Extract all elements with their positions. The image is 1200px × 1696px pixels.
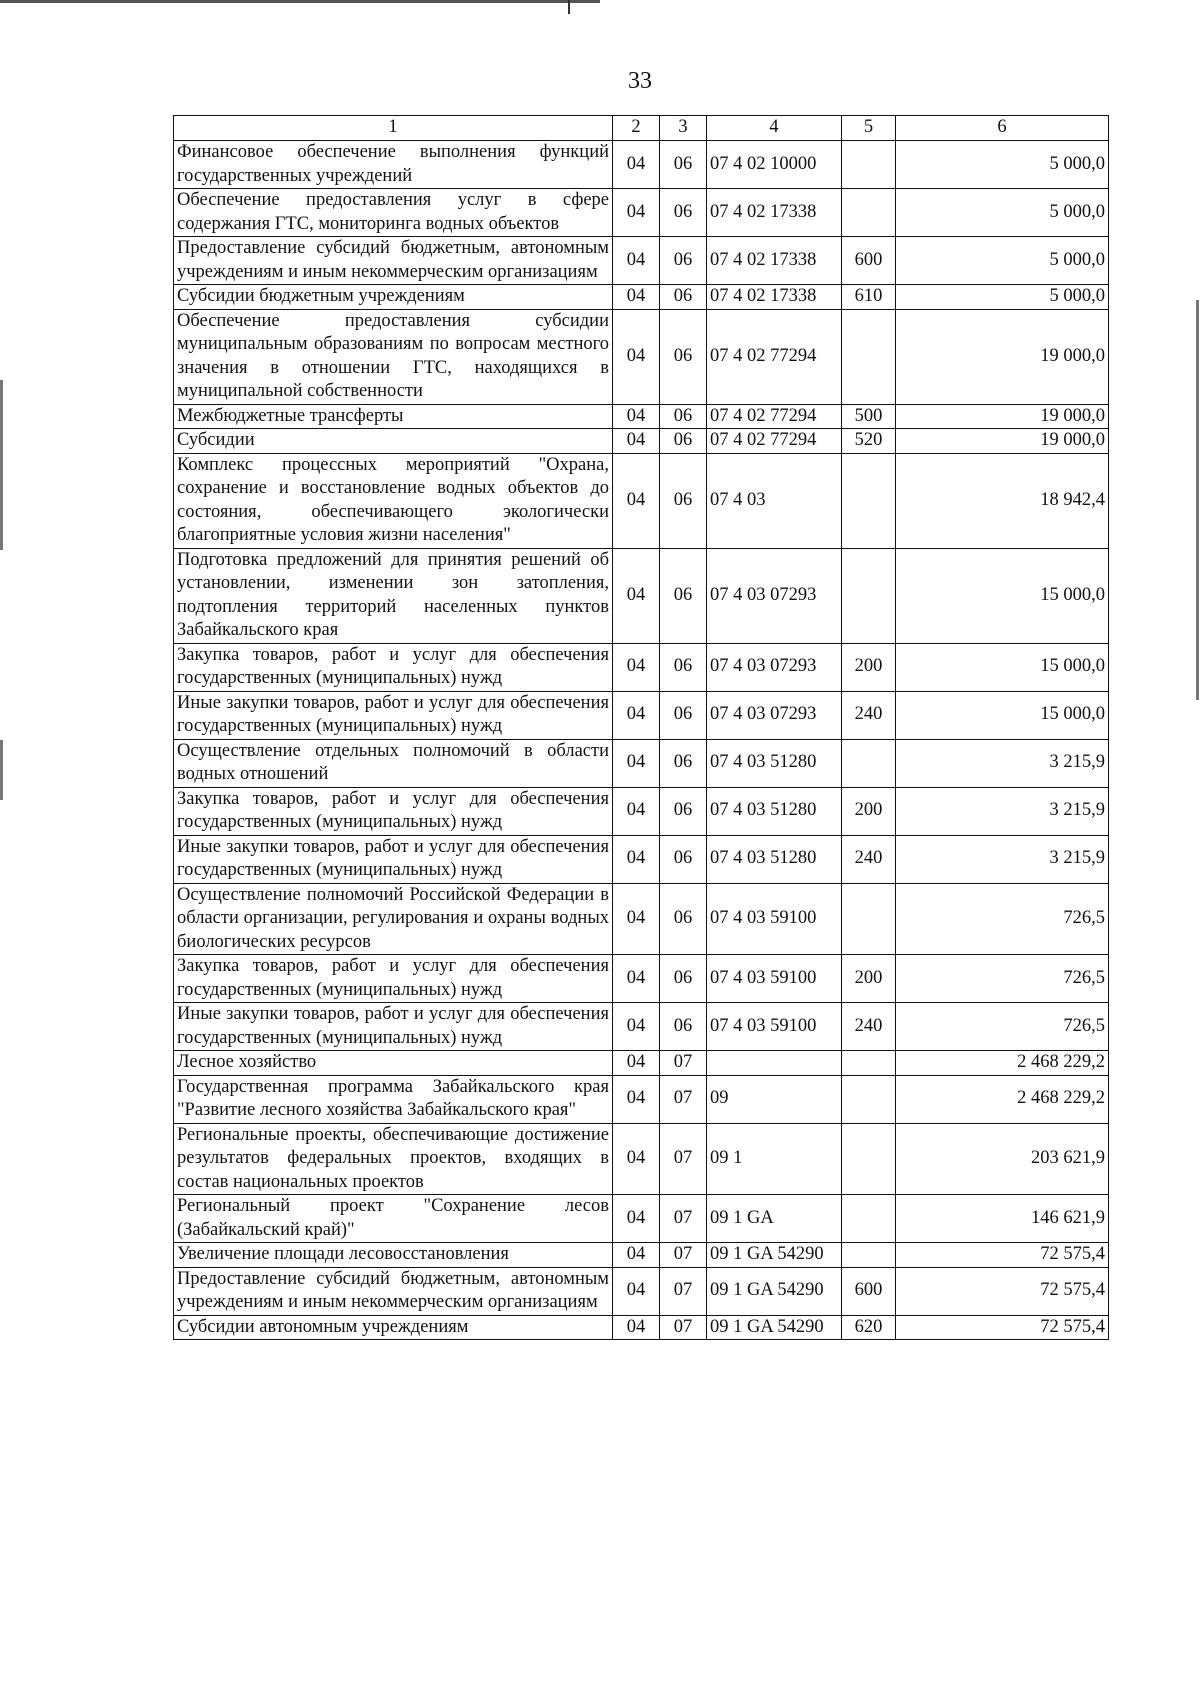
row-target-code-cell: 09 — [707, 1075, 842, 1123]
row-subsection-cell: 06 — [660, 237, 707, 285]
row-expense-type-cell — [842, 548, 896, 643]
row-section-cell: 04 — [613, 1051, 660, 1076]
row-amount-cell: 5 000,0 — [896, 285, 1109, 310]
row-expense-type-cell — [842, 141, 896, 189]
table-row — [174, 1243, 1109, 1268]
row-name-cell: Иные закупки товаров, работ и услуг для обеспечения государственных (муниципальных) нужд — [174, 835, 613, 883]
column-header-1: 1 — [174, 116, 613, 141]
row-subsection-cell: 06 — [660, 548, 707, 643]
row-name-cell: Обеспечение предоставления услуг в сфере содержания ГТС, мониторинга водных объектов — [174, 189, 613, 237]
row-name-cell: Закупка товаров, работ и услуг для обеспечения государственных (муниципальных) нужд — [174, 643, 613, 691]
table-row — [174, 237, 1109, 285]
table-row — [174, 429, 1109, 454]
scan-artifact-tick — [568, 0, 570, 14]
row-expense-type-cell — [842, 309, 896, 404]
row-target-code-cell: 07 4 02 77294 — [707, 309, 842, 404]
row-name-cell: Предоставление субсидий бюджетным, автономным учреждениям и иным некоммерческим организациям — [174, 1267, 613, 1315]
row-name-cell: Лесное хозяйство — [174, 1051, 613, 1076]
row-target-code-cell: 09 1 — [707, 1123, 842, 1195]
row-section-cell: 04 — [613, 1123, 660, 1195]
row-subsection-cell: 06 — [660, 955, 707, 1003]
row-amount-cell: 726,5 — [896, 1003, 1109, 1051]
row-subsection-cell: 06 — [660, 883, 707, 955]
row-target-code-cell: 09 1 GA 54290 — [707, 1315, 842, 1340]
row-expense-type-cell — [842, 739, 896, 787]
row-section-cell: 04 — [613, 548, 660, 643]
row-target-code-cell: 07 4 03 51280 — [707, 739, 842, 787]
row-subsection-cell: 06 — [660, 404, 707, 429]
header-row — [174, 116, 1109, 141]
row-expense-type-cell: 200 — [842, 643, 896, 691]
row-expense-type-cell — [842, 1075, 896, 1123]
row-amount-cell: 146 621,9 — [896, 1195, 1109, 1243]
table-row — [174, 1267, 1109, 1315]
row-amount-cell: 2 468 229,2 — [896, 1075, 1109, 1123]
row-subsection-cell: 07 — [660, 1051, 707, 1076]
table-row — [174, 189, 1109, 237]
row-expense-type-cell — [842, 883, 896, 955]
row-expense-type-cell — [842, 1123, 896, 1195]
table-row — [174, 309, 1109, 404]
row-target-code-cell: 07 4 03 07293 — [707, 691, 842, 739]
row-subsection-cell: 06 — [660, 643, 707, 691]
row-name-cell: Региональные проекты, обеспечивающие достижение результатов федеральных проектов, входящих в состав национальных проектов — [174, 1123, 613, 1195]
row-amount-cell: 3 215,9 — [896, 739, 1109, 787]
row-expense-type-cell: 520 — [842, 429, 896, 454]
row-subsection-cell: 06 — [660, 787, 707, 835]
row-expense-type-cell: 240 — [842, 835, 896, 883]
row-target-code-cell: 07 4 02 77294 — [707, 429, 842, 454]
row-name-cell: Субсидии бюджетным учреждениям — [174, 285, 613, 310]
row-amount-cell: 2 468 229,2 — [896, 1051, 1109, 1076]
row-target-code-cell: 07 4 03 59100 — [707, 1003, 842, 1051]
row-name-cell: Увеличение площади лесовосстановления — [174, 1243, 613, 1268]
row-section-cell: 04 — [613, 453, 660, 548]
row-expense-type-cell: 200 — [842, 787, 896, 835]
row-subsection-cell: 07 — [660, 1243, 707, 1268]
row-target-code-cell: 07 4 02 10000 — [707, 141, 842, 189]
table-row — [174, 1195, 1109, 1243]
table-row — [174, 285, 1109, 310]
row-expense-type-cell — [842, 453, 896, 548]
row-target-code-cell: 09 1 GA 54290 — [707, 1243, 842, 1268]
row-name-cell: Государственная программа Забайкальского края "Развитие лесного хозяйства Забайкальского края" — [174, 1075, 613, 1123]
row-section-cell: 04 — [613, 1003, 660, 1051]
row-amount-cell: 72 575,4 — [896, 1243, 1109, 1268]
row-target-code-cell: 07 4 02 17338 — [707, 237, 842, 285]
row-target-code-cell: 07 4 03 07293 — [707, 548, 842, 643]
column-header-3: 3 — [660, 116, 707, 141]
row-target-code-cell: 07 4 03 — [707, 453, 842, 548]
column-header-2: 2 — [613, 116, 660, 141]
row-subsection-cell: 07 — [660, 1315, 707, 1340]
row-section-cell: 04 — [613, 787, 660, 835]
row-name-cell: Осуществление полномочий Российской Федерации в области организации, регулирования и охраны водных биологических ресурсов — [174, 883, 613, 955]
row-section-cell: 04 — [613, 309, 660, 404]
row-expense-type-cell — [842, 1051, 896, 1076]
row-section-cell: 04 — [613, 285, 660, 310]
row-subsection-cell: 06 — [660, 429, 707, 454]
table-row — [174, 691, 1109, 739]
row-amount-cell: 15 000,0 — [896, 691, 1109, 739]
row-section-cell: 04 — [613, 739, 660, 787]
column-header-6: 6 — [896, 116, 1109, 141]
row-subsection-cell: 06 — [660, 189, 707, 237]
row-section-cell: 04 — [613, 141, 660, 189]
row-section-cell: 04 — [613, 955, 660, 1003]
row-section-cell: 04 — [613, 237, 660, 285]
margin-mark-left-1 — [0, 380, 3, 550]
row-name-cell: Осуществление отдельных полномочий в области водных отношений — [174, 739, 613, 787]
row-expense-type-cell — [842, 1195, 896, 1243]
row-section-cell: 04 — [613, 189, 660, 237]
row-target-code-cell: 09 1 GA 54290 — [707, 1267, 842, 1315]
table-row — [174, 835, 1109, 883]
row-amount-cell: 15 000,0 — [896, 643, 1109, 691]
row-subsection-cell: 07 — [660, 1267, 707, 1315]
row-amount-cell: 5 000,0 — [896, 141, 1109, 189]
row-subsection-cell: 06 — [660, 309, 707, 404]
row-section-cell: 04 — [613, 1075, 660, 1123]
table-row — [174, 955, 1109, 1003]
row-name-cell: Обеспечение предоставления субсидии муниципальным образованиям по вопросам местного значения в отношении ГТС, находящихся в муниципальной собственности — [174, 309, 613, 404]
row-target-code-cell: 07 4 02 17338 — [707, 285, 842, 310]
row-amount-cell: 19 000,0 — [896, 429, 1109, 454]
row-name-cell: Закупка товаров, работ и услуг для обеспечения государственных (муниципальных) нужд — [174, 787, 613, 835]
row-section-cell: 04 — [613, 1315, 660, 1340]
row-name-cell: Региональный проект "Сохранение лесов (Забайкальский край)" — [174, 1195, 613, 1243]
row-section-cell: 04 — [613, 404, 660, 429]
row-target-code-cell: 07 4 03 07293 — [707, 643, 842, 691]
row-amount-cell: 726,5 — [896, 883, 1109, 955]
row-subsection-cell: 07 — [660, 1123, 707, 1195]
row-expense-type-cell — [842, 1243, 896, 1268]
row-expense-type-cell: 600 — [842, 1267, 896, 1315]
row-target-code-cell: 07 4 03 59100 — [707, 955, 842, 1003]
row-expense-type-cell: 240 — [842, 691, 896, 739]
table-row — [174, 1075, 1109, 1123]
margin-mark-right — [1196, 300, 1199, 700]
column-header-4: 4 — [707, 116, 842, 141]
row-target-code-cell: 07 4 03 51280 — [707, 787, 842, 835]
row-section-cell: 04 — [613, 1267, 660, 1315]
table-row — [174, 1003, 1109, 1051]
table-row — [174, 1123, 1109, 1195]
row-target-code-cell: 09 1 GA — [707, 1195, 842, 1243]
row-target-code-cell: 07 4 03 51280 — [707, 835, 842, 883]
row-target-code-cell — [707, 1051, 842, 1076]
row-amount-cell: 726,5 — [896, 955, 1109, 1003]
row-amount-cell: 19 000,0 — [896, 404, 1109, 429]
row-name-cell: Предоставление субсидий бюджетным, автономным учреждениям и иным некоммерческим организациям — [174, 237, 613, 285]
row-subsection-cell: 06 — [660, 285, 707, 310]
row-subsection-cell: 06 — [660, 453, 707, 548]
row-amount-cell: 3 215,9 — [896, 787, 1109, 835]
row-expense-type-cell: 200 — [842, 955, 896, 1003]
row-expense-type-cell: 610 — [842, 285, 896, 310]
table-row — [174, 1051, 1109, 1076]
table-row — [174, 739, 1109, 787]
row-name-cell: Субсидии — [174, 429, 613, 454]
table-row — [174, 787, 1109, 835]
row-amount-cell: 203 621,9 — [896, 1123, 1109, 1195]
row-amount-cell: 19 000,0 — [896, 309, 1109, 404]
budget-table — [173, 115, 1109, 1340]
row-amount-cell: 72 575,4 — [896, 1315, 1109, 1340]
row-amount-cell: 3 215,9 — [896, 835, 1109, 883]
row-name-cell: Подготовка предложений для принятия решений об установлении, изменении зон затопления, подтопления территорий населенных пунктов Забайкальского края — [174, 548, 613, 643]
row-subsection-cell: 06 — [660, 141, 707, 189]
row-subsection-cell: 06 — [660, 691, 707, 739]
column-header-5: 5 — [842, 116, 896, 141]
row-expense-type-cell — [842, 189, 896, 237]
scan-artifact-line — [0, 0, 600, 3]
table-row — [174, 883, 1109, 955]
row-section-cell: 04 — [613, 691, 660, 739]
table-row — [174, 141, 1109, 189]
row-name-cell: Межбюджетные трансферты — [174, 404, 613, 429]
row-amount-cell: 72 575,4 — [896, 1267, 1109, 1315]
row-subsection-cell: 07 — [660, 1075, 707, 1123]
table-row — [174, 404, 1109, 429]
row-subsection-cell: 06 — [660, 739, 707, 787]
row-section-cell: 04 — [613, 883, 660, 955]
row-name-cell: Иные закупки товаров, работ и услуг для обеспечения государственных (муниципальных) нужд — [174, 691, 613, 739]
row-target-code-cell: 07 4 02 17338 — [707, 189, 842, 237]
row-expense-type-cell: 240 — [842, 1003, 896, 1051]
row-expense-type-cell: 500 — [842, 404, 896, 429]
row-section-cell: 04 — [613, 643, 660, 691]
row-section-cell: 04 — [613, 835, 660, 883]
table-row — [174, 643, 1109, 691]
row-section-cell: 04 — [613, 1243, 660, 1268]
row-name-cell: Субсидии автономным учреждениям — [174, 1315, 613, 1340]
row-name-cell: Закупка товаров, работ и услуг для обеспечения государственных (муниципальных) нужд — [174, 955, 613, 1003]
row-section-cell: 04 — [613, 1195, 660, 1243]
table-row — [174, 1315, 1109, 1340]
row-subsection-cell: 06 — [660, 835, 707, 883]
row-amount-cell: 5 000,0 — [896, 237, 1109, 285]
row-subsection-cell: 07 — [660, 1195, 707, 1243]
margin-mark-left-2 — [0, 740, 3, 800]
row-target-code-cell: 07 4 02 77294 — [707, 404, 842, 429]
row-section-cell: 04 — [613, 429, 660, 454]
row-amount-cell: 18 942,4 — [896, 453, 1109, 548]
page-number: 33 — [628, 68, 652, 94]
row-expense-type-cell: 620 — [842, 1315, 896, 1340]
row-amount-cell: 15 000,0 — [896, 548, 1109, 643]
row-target-code-cell: 07 4 03 59100 — [707, 883, 842, 955]
row-expense-type-cell: 600 — [842, 237, 896, 285]
table-body — [174, 141, 1109, 1340]
row-amount-cell: 5 000,0 — [896, 189, 1109, 237]
row-name-cell: Финансовое обеспечение выполнения функций государственных учреждений — [174, 141, 613, 189]
table-row — [174, 453, 1109, 548]
table-row — [174, 548, 1109, 643]
row-name-cell: Иные закупки товаров, работ и услуг для обеспечения государственных (муниципальных) нужд — [174, 1003, 613, 1051]
row-name-cell: Комплекс процессных мероприятий "Охрана, сохранение и восстановление водных объектов до состояния, обеспечивающего экологически благоприятные условия жизни населения" — [174, 453, 613, 548]
row-subsection-cell: 06 — [660, 1003, 707, 1051]
